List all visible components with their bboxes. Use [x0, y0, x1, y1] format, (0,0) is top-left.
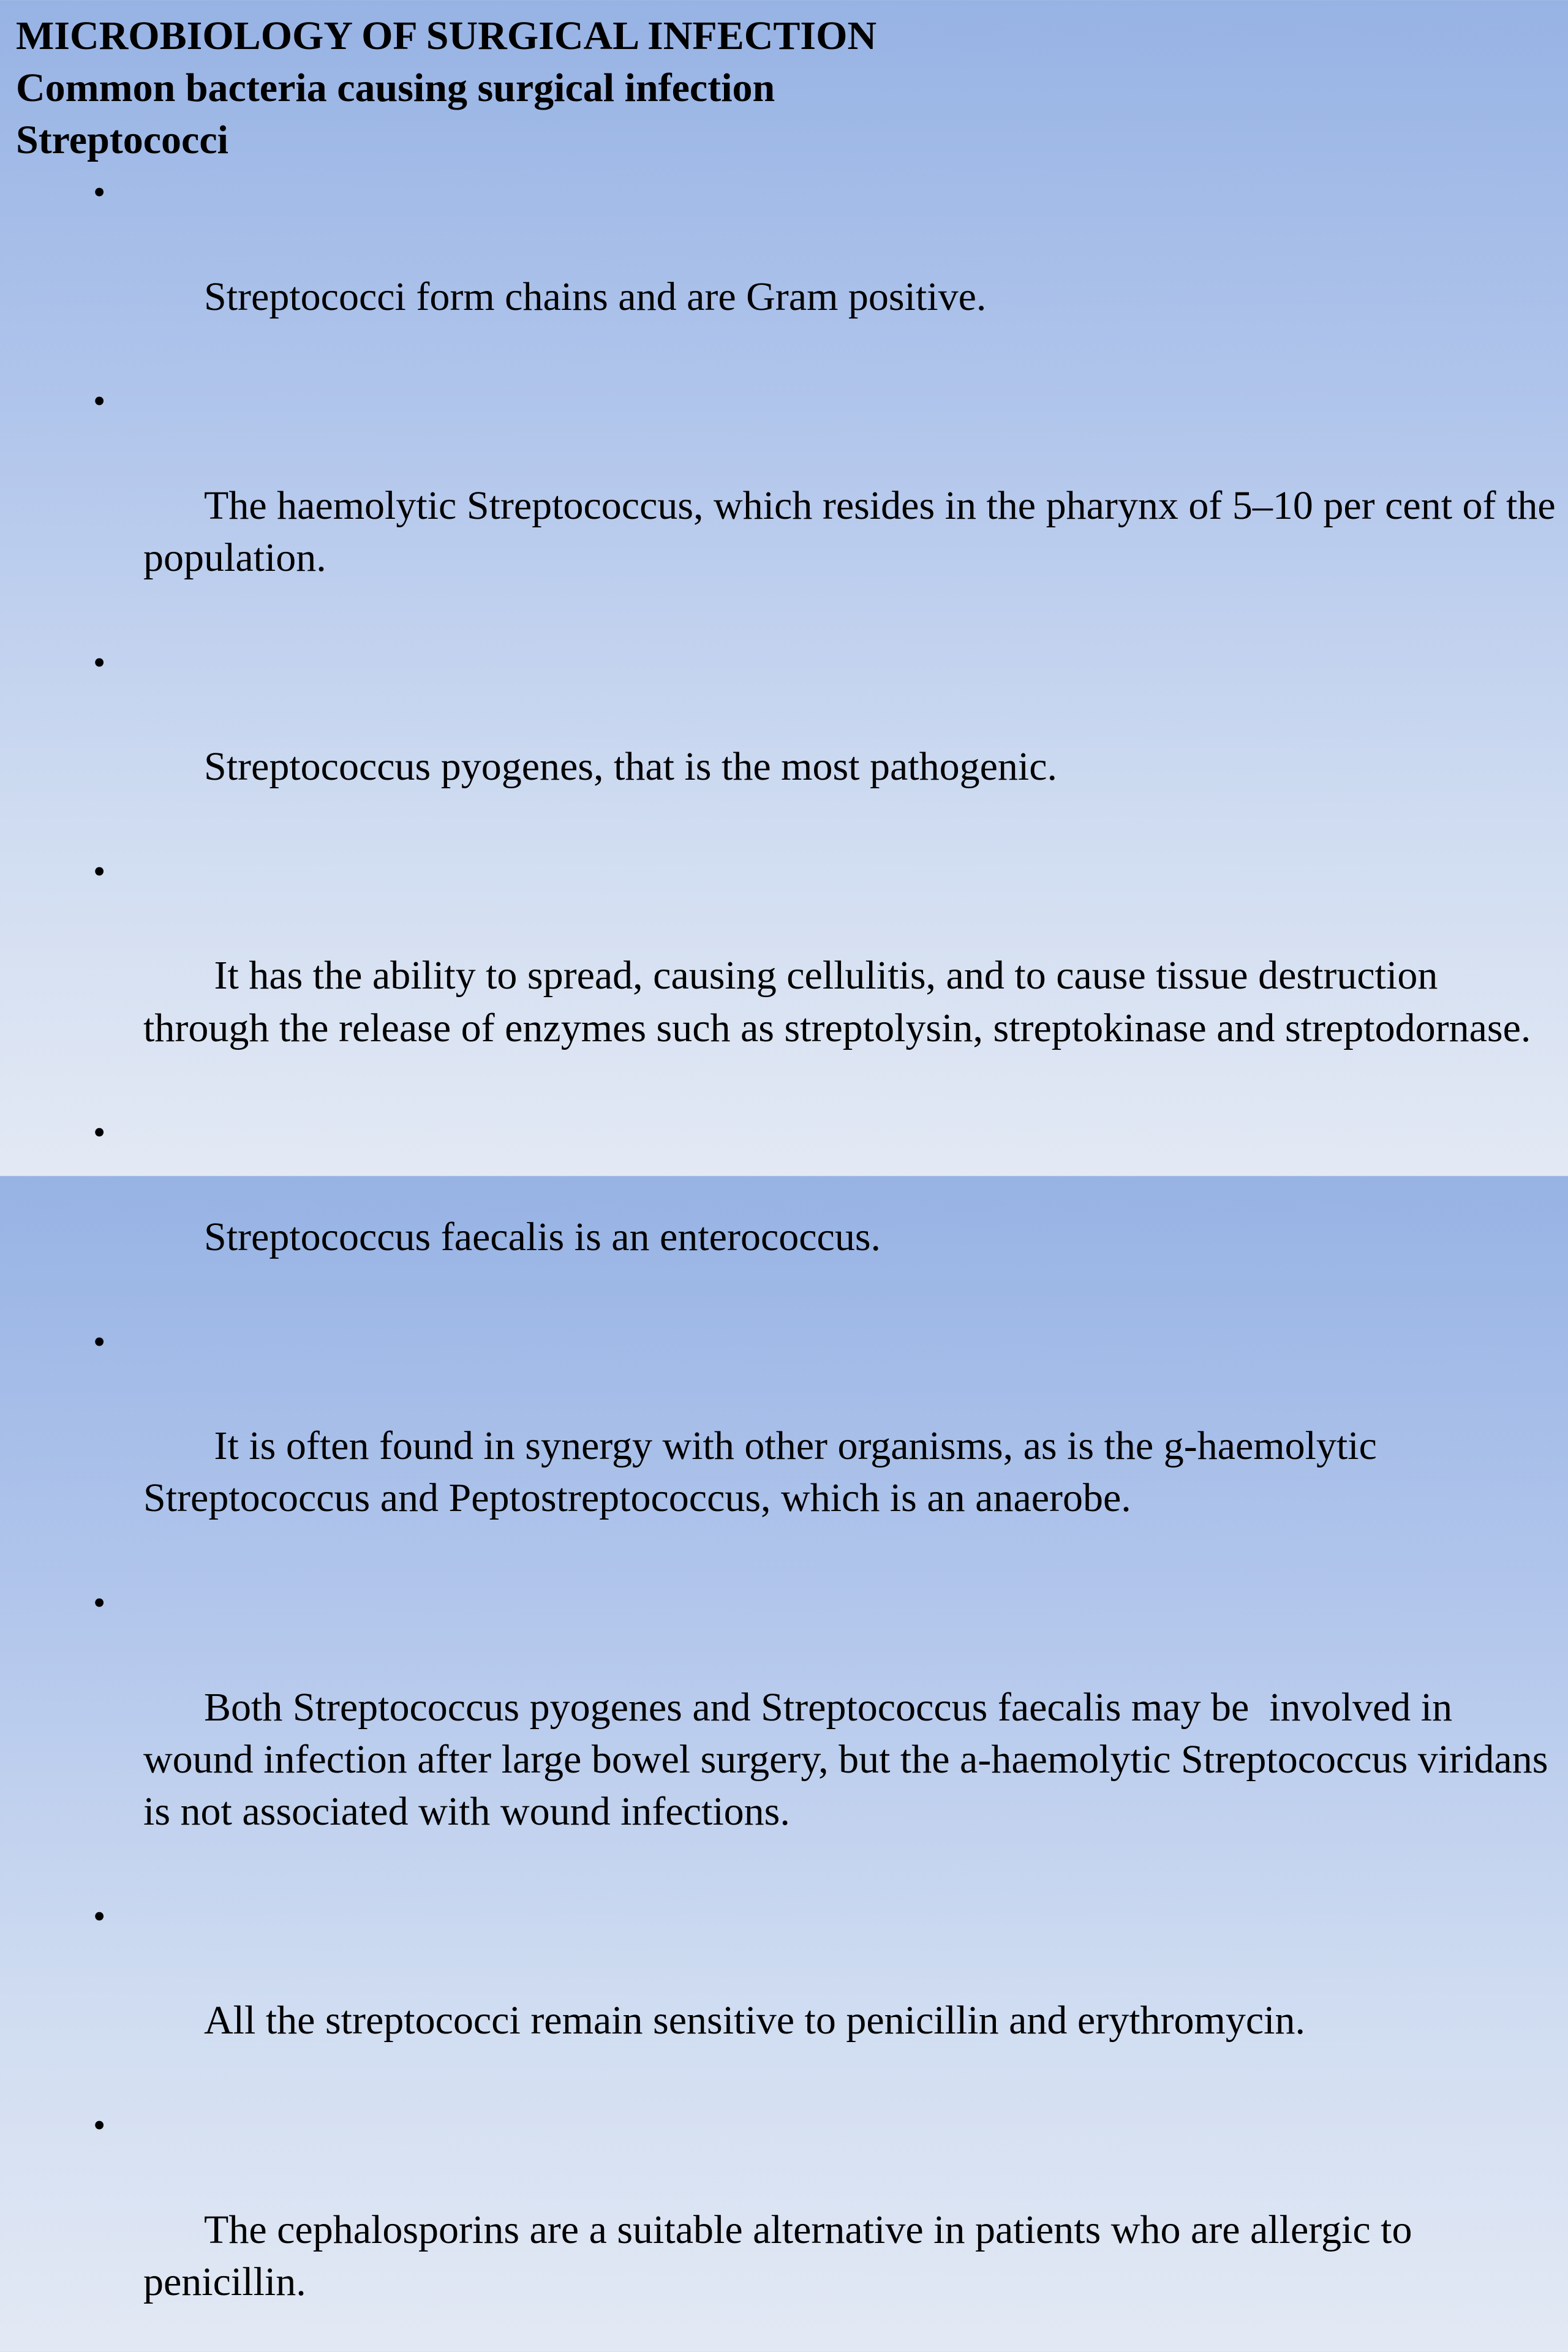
bullet-dot-icon: • [93, 2105, 106, 2145]
bullet-list [16, 166, 1568, 2352]
bullet-text: Streptococci form chains and are Gram positive. [204, 274, 987, 319]
bullet-text: Both Streptococcus pyogenes and Streptococcus faecalis may be involved in wound infection after large bowel surgery, but the a-haemolytic Streptococcus viridans is not associated with wound infections. [143, 1684, 1558, 1834]
bullet-item [16, 1316, 1556, 1577]
bullet-text: It has the ability to spread, causing cellulitis, and to cause tissue destruction through the release of enzymes such as streptolysin, streptokinase and streptodornase. [143, 953, 1531, 1050]
bullet-dot-icon: • [93, 381, 106, 421]
bullet-dot-icon: • [93, 1896, 106, 1936]
bullet-item [16, 375, 1566, 636]
bullet-item [16, 1890, 1556, 2099]
bullet-item [16, 1577, 1556, 1890]
bullet-dot-icon: • [93, 1112, 106, 1153]
section-heading: Streptococci [16, 118, 228, 162]
bullet-text: The haemolytic Streptococcus, which resides in the pharynx of 5–10 per cent of the population. [143, 483, 1566, 581]
bullet-dot-icon: • [93, 1321, 106, 1362]
bullet-dot-icon: • [93, 851, 106, 891]
bullet-item [16, 166, 1556, 375]
bullet-dot-icon: • [93, 1583, 106, 1623]
bullet-item [16, 1106, 1556, 1315]
bullet-text: The cephalosporins are a suitable alternative in patients who are allergic to penicillin. [143, 2207, 1423, 2304]
slide-subtitle: Common bacteria causing surgical infection [16, 66, 775, 110]
slide-title: MICROBIOLOGY OF SURGICAL INFECTION [16, 13, 877, 58]
bullet-item [16, 2099, 1556, 2352]
bullet-dot-icon: • [93, 642, 106, 682]
bullet-dot-icon: • [93, 172, 106, 212]
bullet-text: All the streptococci remain sensitive to penicillin and erythromycin. [204, 1998, 1305, 2043]
bullet-text: It is often found in synergy with other organisms, as is the g-haemolytic Streptococcus and Peptostreptococcus, which is an anaerobe. [143, 1423, 1387, 1521]
bullet-item [16, 845, 1556, 1106]
bullet-text: Streptococcus faecalis is an enterococcus. [204, 1214, 881, 1259]
bullet-text: Streptococcus pyogenes, that is the most pathogenic. [204, 744, 1058, 790]
bullet-item [16, 636, 1556, 845]
